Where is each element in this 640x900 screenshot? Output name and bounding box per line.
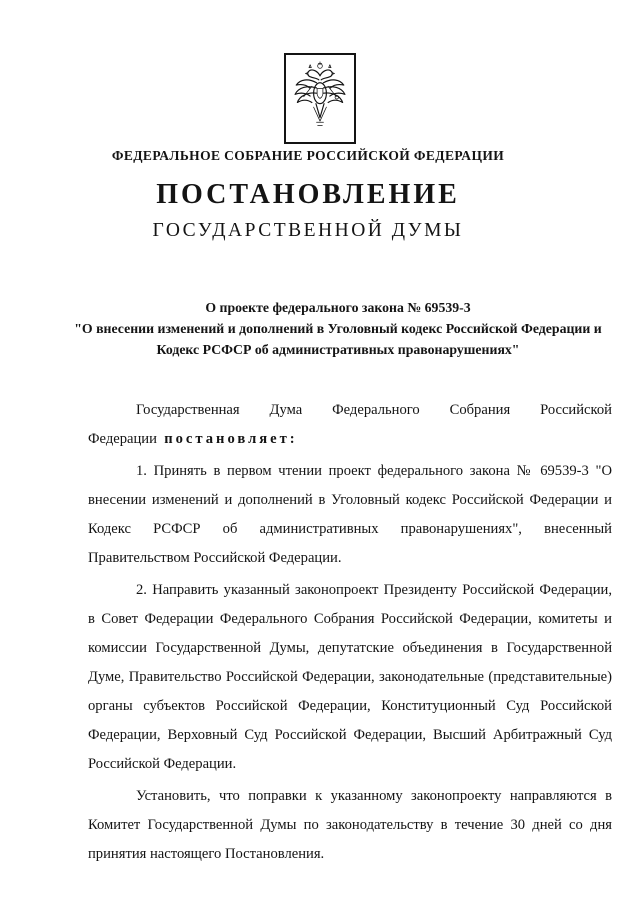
resolution-body <box>88 396 612 872</box>
law-title-rest: "О внесении изменений и дополнений в Уголовный кодекс Российской Федерации и Кодекс РСФСР об административных правонарушениях" <box>74 321 602 357</box>
law-project-title <box>70 297 606 360</box>
duma-heading: ГОСУДАРСТВЕННОЙ ДУМЫ <box>152 220 464 241</box>
coat-of-arms-icon <box>291 60 349 138</box>
body-intro-verb: постановляет: <box>164 431 298 447</box>
paragraph-3: Установить, что поправки к указанному законопроекту направляются в Комитет Государственной Думы по законодательству в течение 30 дней со дня принятия настоящего Постановления. <box>88 788 612 862</box>
body-intro <box>88 396 612 454</box>
paragraph-2: 2. Направить указанный законопроект Президенту Российской Федерации, в Совет Федерации Федерального Собрания Российской Федерации, комитеты и комиссии Государственной Думы, депутатские объединения в Государственной Думе, Правительство Российской Федерации, законодательные (представительные) органы субъектов Российской Федерации, Конституционный Суд Российской Федерации, Верховный Суд Российской Федерации, Высший Арбитражный Суд Российской Федерации. <box>88 582 612 772</box>
federal-assembly-label: ФЕДЕРАЛЬНОЕ СОБРАНИЕ РОССИЙСКОЙ ФЕДЕРАЦИИ <box>111 148 505 163</box>
coat-of-arms-frame <box>284 53 356 144</box>
law-title-line1: О проекте федерального закона № 69539-3 <box>205 300 471 315</box>
paragraph-1: 1. Принять в первом чтении проект федерального закона № 69539-3 "О внесении изменений и дополнений в Уголовный кодекс Российской Федерации и Кодекс РСФСР об административных правонарушениях", внесенный Правительством Российской Федерации. <box>88 463 612 566</box>
resolution-heading: ПОСТАНОВЛЕНИЕ <box>156 179 460 210</box>
body-intro-text: Государственная Дума Федерального Собрания Российской Федерации <box>88 402 612 447</box>
